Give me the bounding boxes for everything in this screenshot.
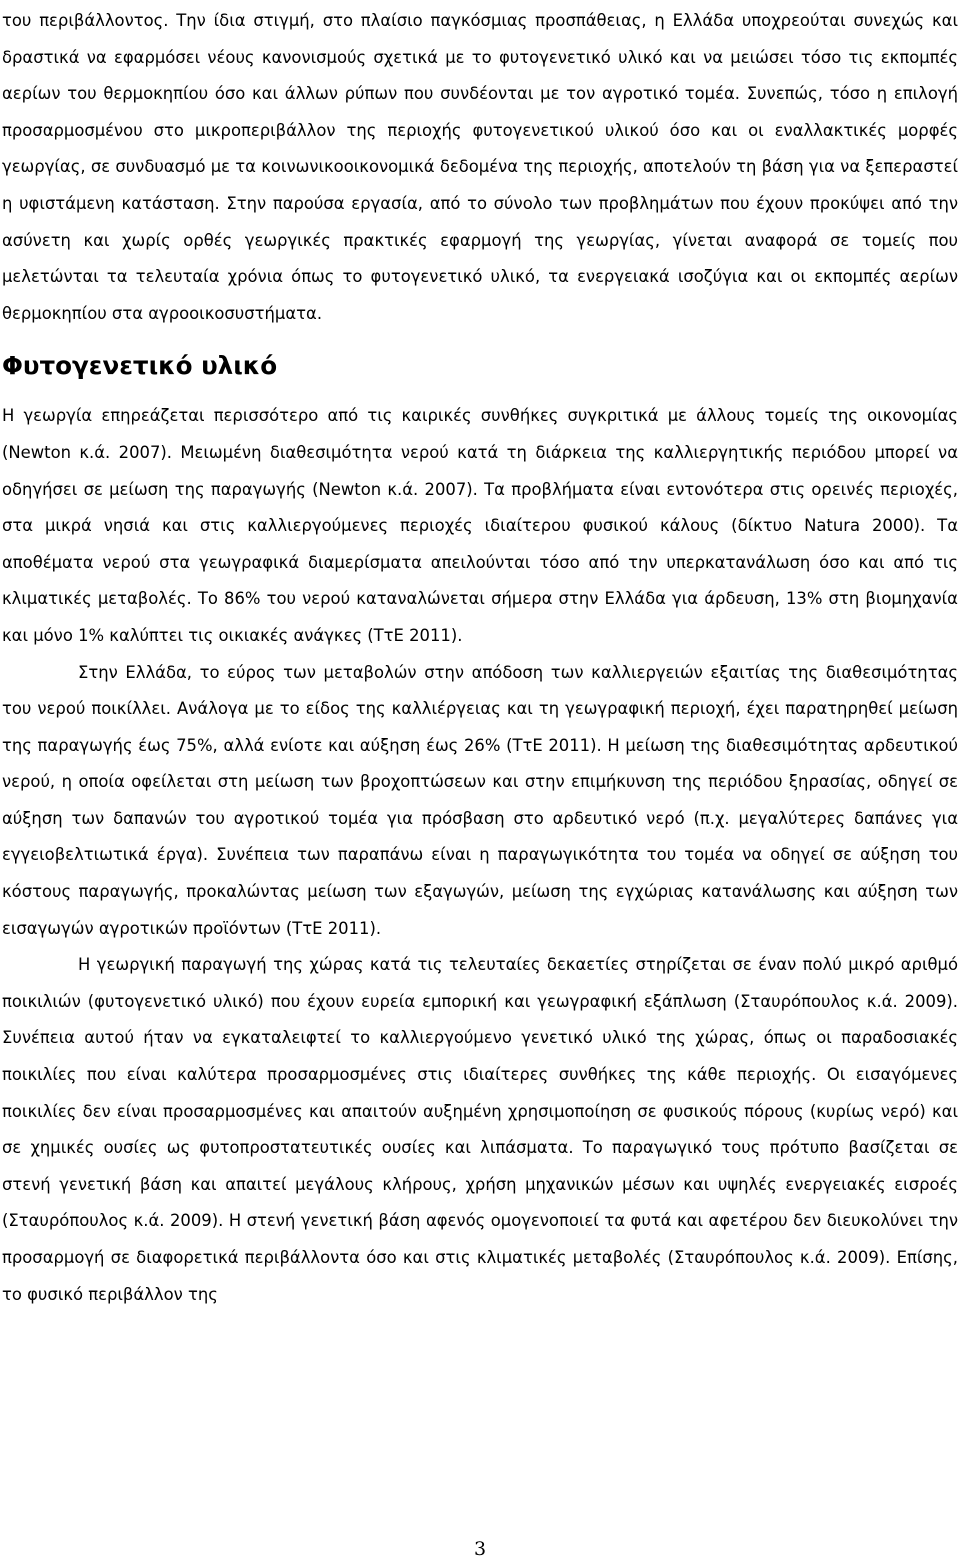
page-number: 3 bbox=[473, 1538, 487, 1560]
section-heading-plant-genetic-material: Φυτογενετικό υλικό bbox=[2, 351, 278, 381]
paragraph-intro: του περιβάλλοντος. Την ίδια στιγμή, στο πλαίσιο παγκόσμιας προσπάθειας, η Ελλάδα υποχρεούται συνεχώς και δραστικά να εφαρμόσει νέους κανονισμούς σχετικά με το φυτογενετικό υλικό και να μειώσει τόσο τις εκπομπές αερίων του θερμοκηπίου όσο και άλλων ρύπων που συνδέονται με τον αγροτικό τομέα. Συνεπώς, τόσο η επιλογή προσαρμοσμένου στο μικροπεριβάλλον της περιοχής φυτογενετικού υλικού όσο και οι εναλλακτικές μορφές γεωργίας, σε συνδυασμό με τα κοινωνικοοικονομικά δεδομένα της περιοχής, αποτελούν τη βάση για να ξεπεραστεί η υφιστάμενη κατάσταση. Στην παρούσα εργασία, από το σύνολο των προβλημάτων που έχουν προκύψει από την ασύνετη και χωρίς ορθές γεωργικές πρακτικές εφαρμογή της γεωργίας, γίνεται αναφορά σε τομείς που μελετώνται τα τελευταία χρόνια όπως το φυτογενετικό υλικό, τα ενεργειακά ισοζύγια και οι εκπομπές αερίων θερμοκηπίου στα αγροοικοσυστήματα. bbox=[2, 11, 958, 323]
paragraph-weather-water: Η γεωργία επηρεάζεται περισσότερο από τις καιρικές συνθήκες συγκριτικά με άλλους τομείς της οικονομίας (Newton κ.ά. 2007). Μειωμένη διαθεσιμότητα νερού κατά τη διάρκεια της καλλιεργητικής περιόδου μπορεί να οδηγήσει σε μείωση της παραγωγής (Newton κ.ά. 2007). Τα προβλήματα είναι εντονότερα στις ορεινές περιοχές, στα μικρά νησιά και στις καλλιεργούμενες περιοχές ιδιαίτερου φυσικού κάλους (δίκτυο Natura 2000). Τα αποθέματα νερού στα γεωγραφικά διαμερίσματα απειλούνται τόσο από την υπερκατανάλωση όσο και από τις κλιματικές μεταβολές. Το 86% του νερού καταναλώνεται σήμερα στην Ελλάδα για άρδευση, 13% στη βιομηχανία και μόνο 1% καλύπτει τις οικιακές ανάγκες (ΤτΕ 2011). bbox=[2, 406, 958, 645]
paragraph-crop-varieties: Η γεωργική παραγωγή της χώρας κατά τις τελευταίες δεκαετίες στηρίζεται σε έναν πολύ μικρό αριθμό ποικιλιών (φυτογενετικό υλικό) που έχουν ευρεία εμπορική και γεωγραφική εξάπλωση (Σταυρόπουλος κ.ά. 2009). Συνέπεια αυτού ήταν να εγκαταλειφτεί το καλλιεργούμενο γενετικό υλικό της χώρας, όπως οι παραδοσιακές ποικιλίες που είναι καλύτερα προσαρμοσμένες στις ιδιαίτερες συνθήκες της κάθε περιοχής. Οι εισαγόμενες ποικιλίες δεν είναι προσαρμοσμένες και απαιτούν αυξημένη χρησιμοποίηση σε φυσικούς πόρους (κυρίως νερό) και σε χημικές ουσίες ως φυτοπροστατευτικές ουσίες και λιπάσματα. Το παραγωγικό τους πρότυπο βασίζεται σε στενή γενετική βάση και απαιτεί μεγάλους κλήρους, χρήση μηχανικών μέσων και υψηλές ενεργειακές εισροές (Σταυρόπουλος κ.ά. 2009). Η στενή γενετική βάση αφενός ομογενοποιεί τα φυτά και αφετέρου δεν διευκολύνει την προσαρμογή σε διαφορετικά περιβάλλοντα όσο και στις κλιματικές μεταβολές (Σταυρόπουλος κ.ά. 2009). Επίσης, το φυσικό περιβάλλον της bbox=[2, 955, 958, 1304]
paragraph-yield-changes: Στην Ελλάδα, το εύρος των μεταβολών στην απόδοση των καλλιεργειών εξαιτίας της διαθεσιμότητας του νερού ποικίλλει. Ανάλογα με το είδος της καλλιέργειας και τη γεωγραφική περιοχή, έχει παρατηρηθεί μείωση της παραγωγής έως 75%, αλλά ενίοτε και αύξηση έως 26% (ΤτΕ 2011). Η μείωση της διαθεσιμότητας αρδευτικού νερού, η οποία οφείλεται στη μείωση των βροχοπτώσεων και στην επιμήκυνση της περιόδου ξηρασίας, οδηγεί σε αύξηση των δαπανών του αγροτικού τομέα για πρόσβαση στο αρδευτικό νερό (π.χ. μεγαλύτερες δαπάνες για εγγειοβελτιωτικά έργα). Συνέπεια των παραπάνω είναι η παραγωγικότητα του τομέα να οδηγεί σε αύξηση του κόστους παραγωγής, προκαλώντας μείωση των εξαγωγών, μείωση της εγχώριας κατανάλωσης και αύξηση των εισαγωγών αγροτικών προϊόντων (ΤτΕ 2011). bbox=[2, 662, 958, 938]
